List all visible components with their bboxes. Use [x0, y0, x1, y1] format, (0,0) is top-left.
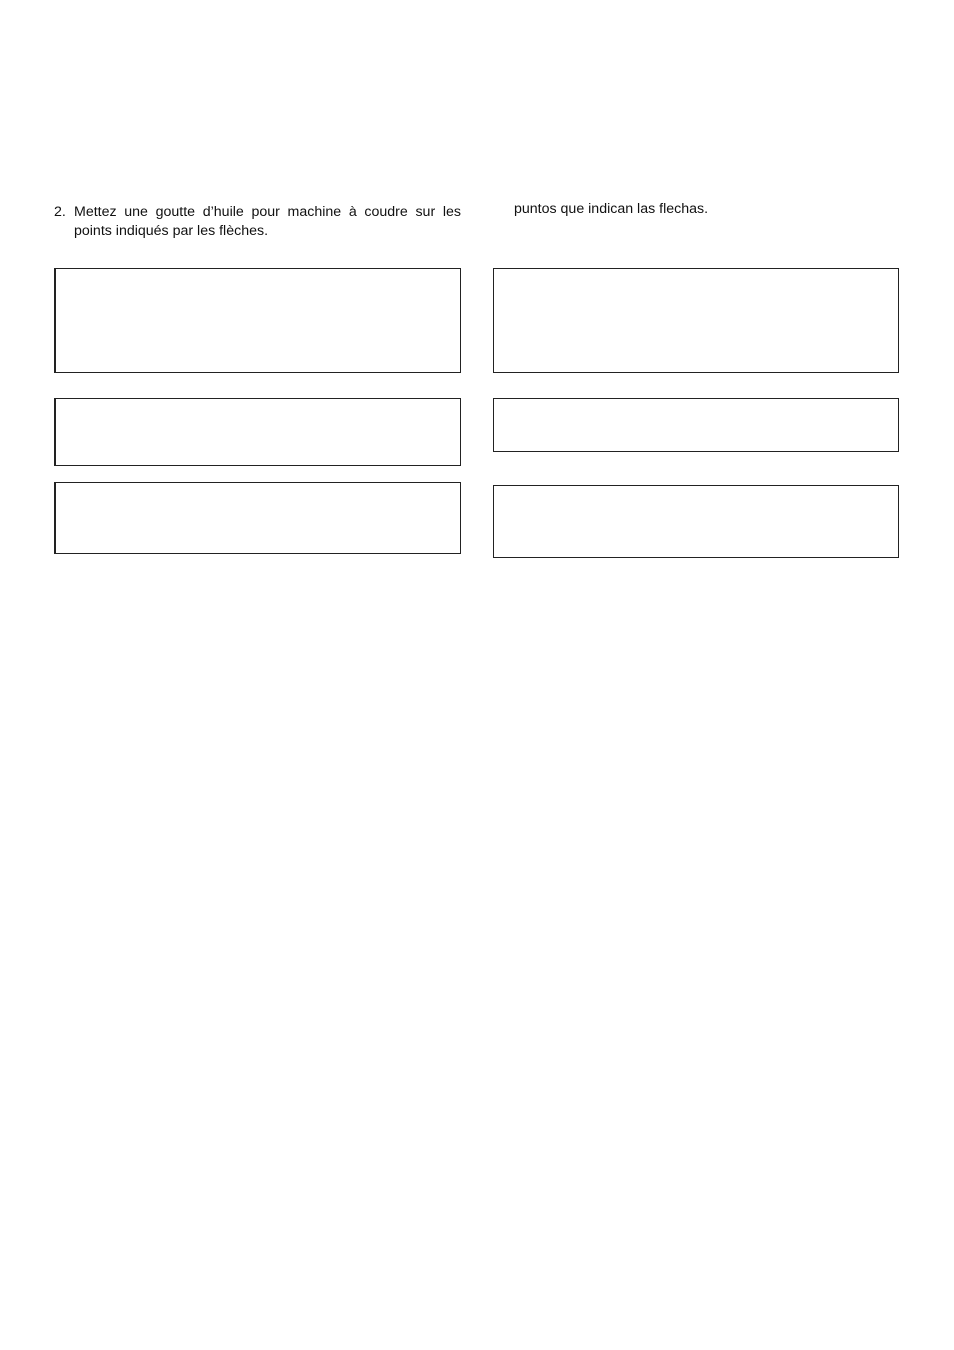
step-text-french: Mettez une goutte d’huile pour machine à coudre sur les points indiqués par les flèches. [74, 204, 461, 239]
illustration-frame-es-3 [493, 485, 899, 558]
illustration-frame-fr-1 [54, 268, 461, 373]
step-text-spanish: puntos que indican las flechas. [514, 201, 709, 217]
illustration-frame-fr-3 [54, 482, 461, 554]
step-number: 2. [54, 204, 66, 220]
illustration-frame-fr-2 [54, 398, 461, 466]
illustration-frame-es-2 [493, 398, 899, 452]
illustration-frame-es-1 [493, 268, 899, 373]
step-2-french [54, 203, 461, 240]
